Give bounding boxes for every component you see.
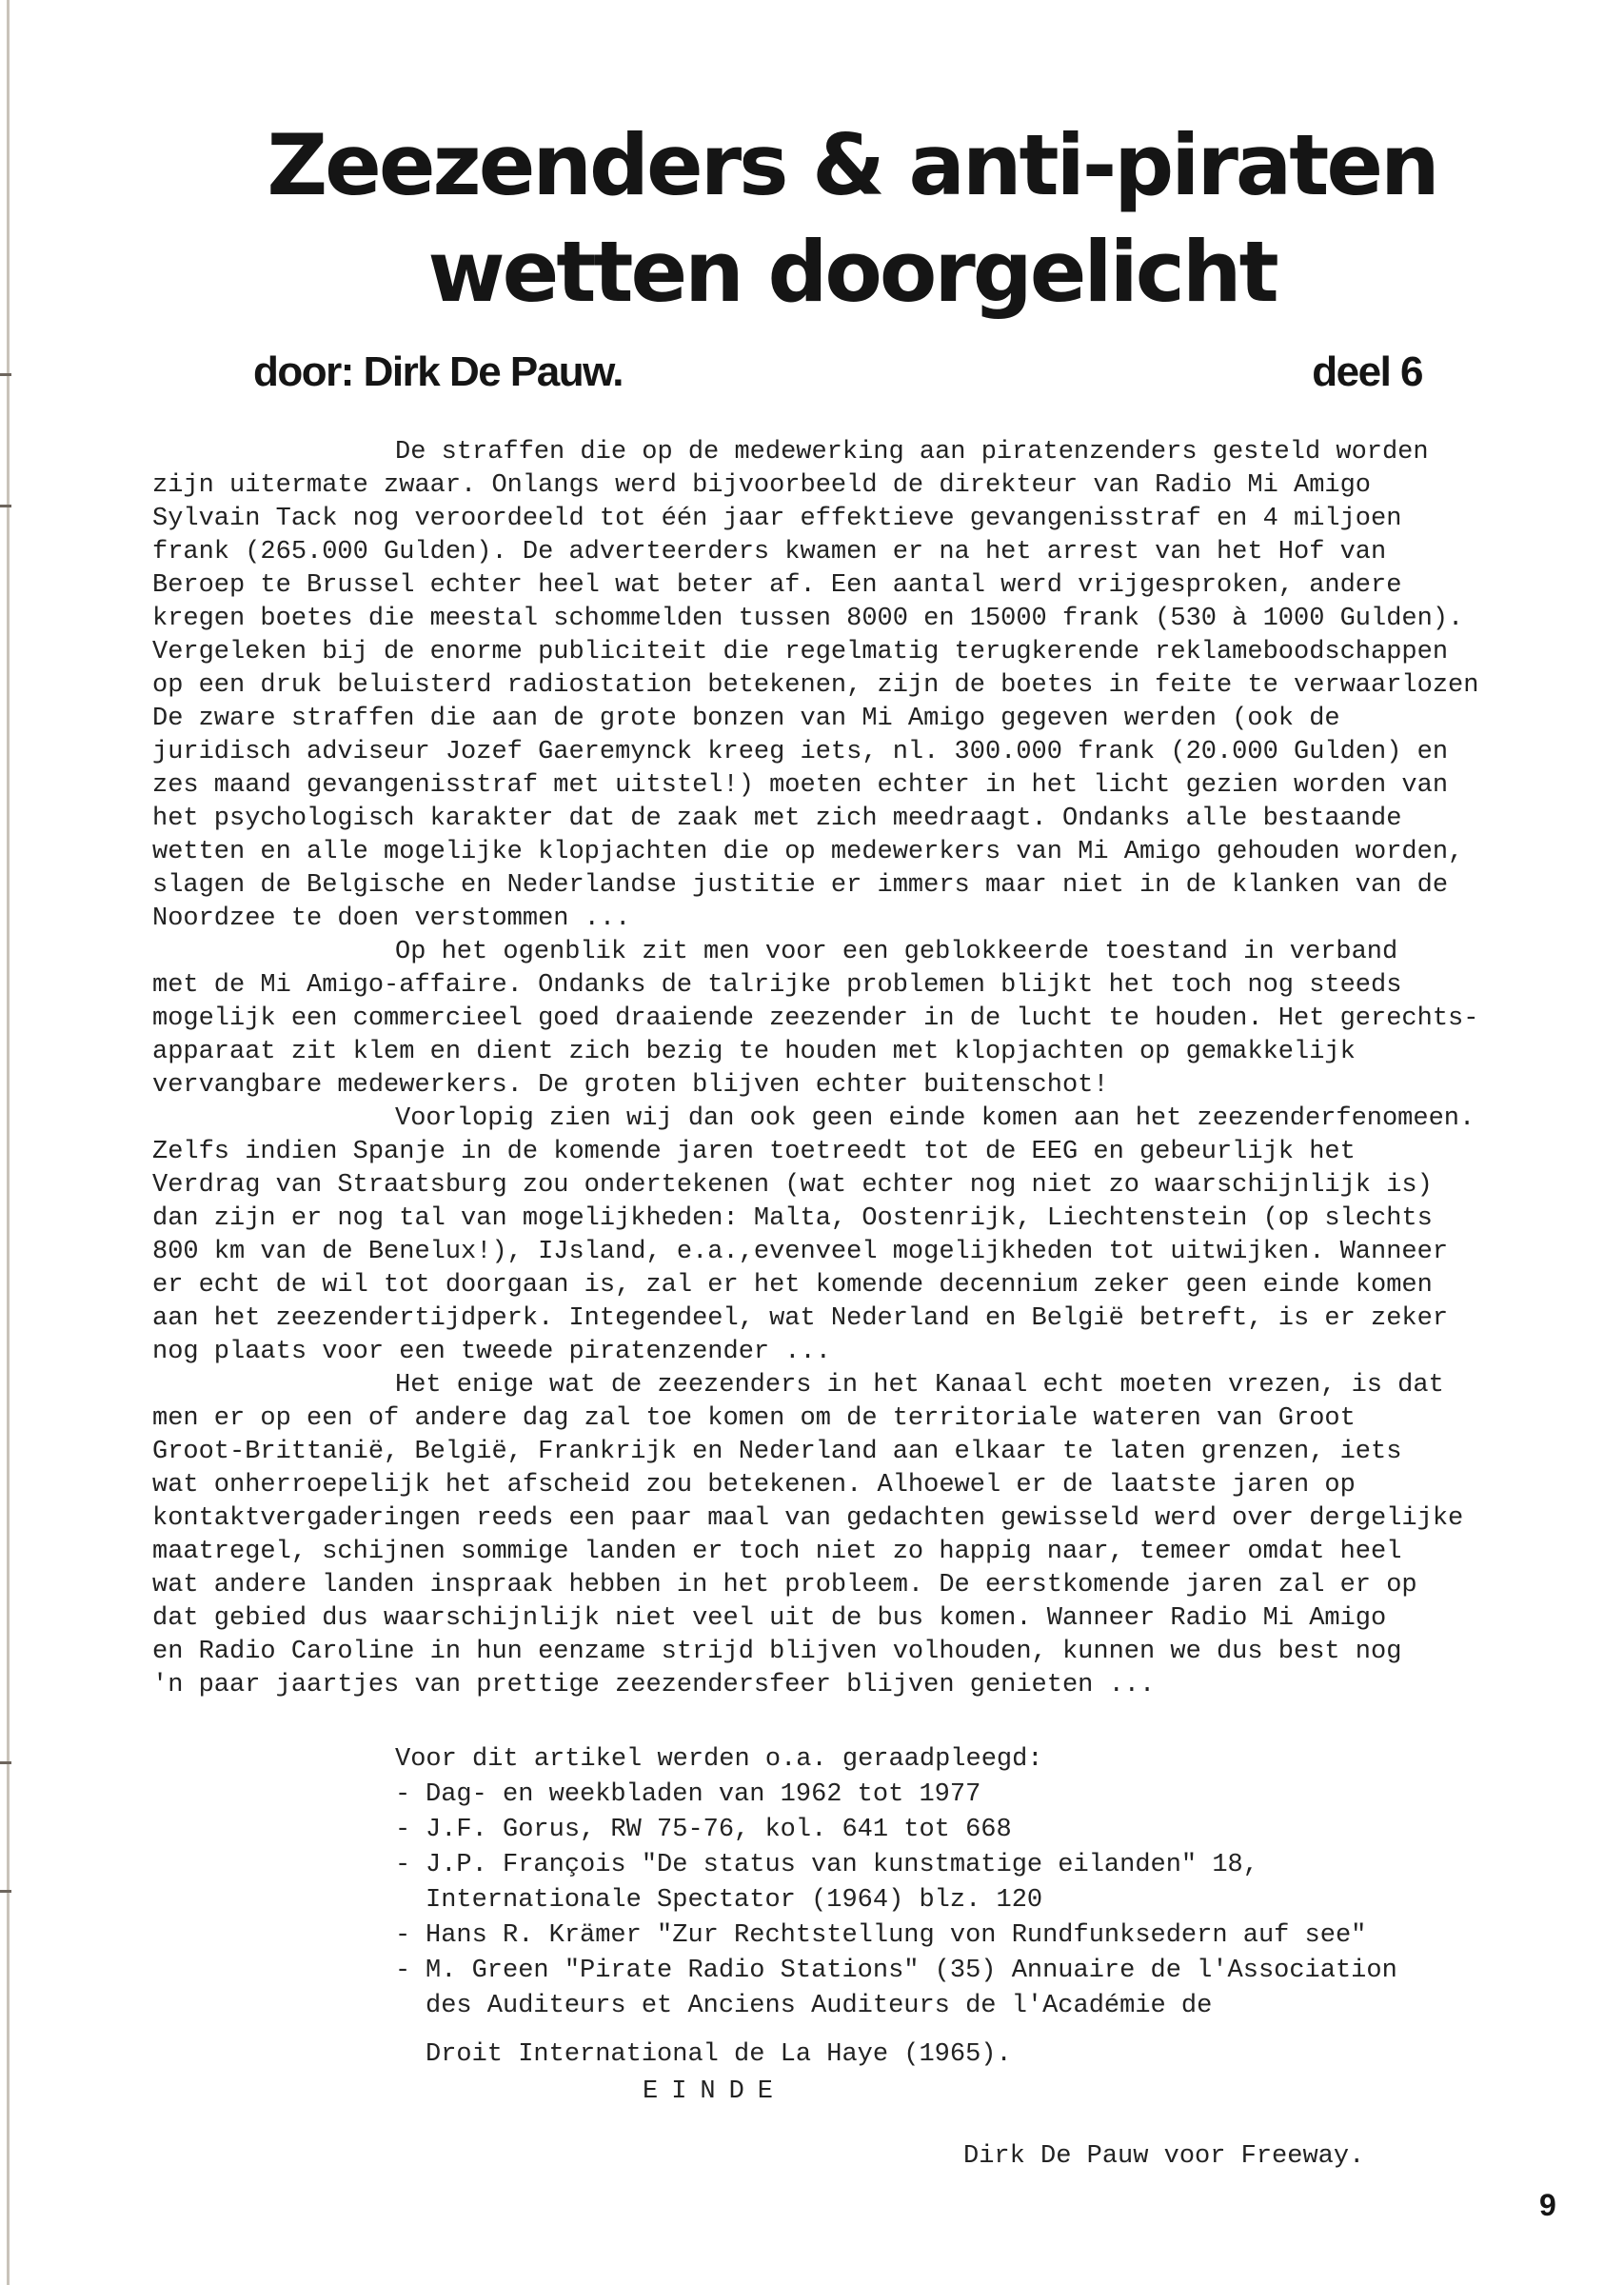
article-body — [152, 436, 1580, 1702]
article-line: Beroep te Brussel echter heel wat beter af. Een aantal werd vrijgesproken, andere — [152, 571, 1402, 600]
article-line: met de Mi Amigo-affaire. Ondanks de talrijke problemen blijkt het toch nog steeds — [152, 971, 1402, 1000]
end-mark: EINDE — [643, 2077, 787, 2106]
source-item — [395, 1954, 1537, 1989]
article-line: 800 km van de Benelux!), IJsland, e.a.,evenveel mogelijkheden tot uitwijken. Wanneer — [152, 1238, 1449, 1266]
staple-mark — [0, 1890, 11, 1893]
article-line: vervangbare medewerkers. De groten blijven echter buitenschot! — [152, 1071, 1109, 1100]
article-line: dat gebied dus waarschijnlijk niet veel uit de bus komen. Wanneer Radio Mi Amigo — [152, 1604, 1387, 1633]
page-number: 9 — [1539, 2188, 1556, 2222]
article-line: wat onherroepelijk het afscheid zou betekenen. Alhoewel er de laatste jaren op — [152, 1471, 1356, 1500]
source-text: J.F. Gorus, RW 75-76, kol. 641 tot 668 — [426, 1816, 1012, 1844]
source-continuation: Droit International de La Haye (1965). — [426, 2040, 1012, 2069]
source-item — [395, 1813, 1537, 1848]
article-line: juridisch adviseur Jozef Gaeremynck kreeg iets, nl. 300.000 frank (20.000 Gulden) en — [152, 738, 1449, 766]
article-title — [219, 112, 1485, 326]
article-line: De straffen die op de medewerking aan piratenzenders gesteld worden — [395, 438, 1429, 467]
article-line: Sylvain Tack nog veroordeeld tot één jaar effektieve gevangenisstraf en 4 miljoen — [152, 505, 1402, 533]
sources-section — [395, 1742, 1537, 2073]
article-line: wetten en alle mogelijke klopjachten die op medewerkers van Mi Amigo gehouden worden, — [152, 838, 1464, 866]
author-byline: door: Dirk De Pauw. — [253, 348, 623, 395]
article-line: het psychologisch karakter dat de zaak met zich meedraagt. Ondanks alle bestaande — [152, 805, 1402, 833]
article-line: nog plaats voor een tweede piratenzender ... — [152, 1338, 831, 1366]
part-label: deel 6 — [1312, 348, 1422, 395]
binding-edge — [7, 0, 10, 2285]
source-item — [395, 1989, 1537, 2024]
list-dash: - — [395, 1957, 411, 1985]
sources-list — [395, 1778, 1537, 2024]
title-line-1: Zeezenders & anti-piraten — [267, 116, 1437, 214]
source-text: Internationale Spectator (1964) blz. 120 — [426, 1886, 1043, 1915]
article-line: frank (265.000 Gulden). De adverteerders kwamen er na het arrest van het Hof van — [152, 538, 1387, 566]
list-dash: - — [395, 1921, 411, 1950]
source-item — [395, 1848, 1537, 1883]
staple-mark — [0, 373, 11, 376]
article-line: slagen de Belgische en Nederlandse justitie er immers maar niet in de klanken van de — [152, 871, 1449, 900]
sources-heading: Voor dit artikel werden o.a. geraadpleegd: — [395, 1745, 1043, 1774]
article-line: Zelfs indien Spanje in de komende jaren toetreedt tot de EEG en gebeurlijk het — [152, 1138, 1356, 1166]
article-line: Groot-Brittanië, België, Frankrijk en Nederland aan elkaar te laten grenzen, iets — [152, 1438, 1402, 1466]
article-line: er echt de wil tot doorgaan is, zal er het komende decennium zeker geen einde komen — [152, 1271, 1433, 1300]
source-text: Hans R. Krämer "Zur Rechtstellung von Rundfunksedern auf see" — [426, 1921, 1367, 1950]
article-line: Het enige wat de zeezenders in het Kanaal echt moeten vrezen, is dat — [395, 1371, 1444, 1400]
article-line: zes maand gevangenisstraf met uitstel!) moeten echter in het licht gezien worden van — [152, 771, 1449, 800]
staple-mark — [0, 505, 11, 507]
article-line: Op het ogenblik zit men voor een geblokkeerde toestand in verband — [395, 938, 1398, 966]
source-text: Dag- en weekbladen van 1962 tot 1977 — [426, 1780, 981, 1809]
source-text: J.P. François "De status van kunstmatige eilanden" 18, — [426, 1851, 1258, 1879]
article-line: Noordzee te doen verstommen ... — [152, 904, 631, 933]
article-line: op een druk beluisterd radiostation betekenen, zijn de boetes in feite te verwaarlozen — [152, 671, 1479, 700]
article-line: Voorlopig zien wij dan ook geen einde komen aan het zeezenderfenomeen. — [395, 1104, 1475, 1133]
article-line: zijn uitermate zwaar. Onlangs werd bijvoorbeeld de direkteur van Radio Mi Amigo — [152, 471, 1372, 500]
article-line: aan het zeezendertijdperk. Integendeel, wat Nederland en België betreft, is er zeker — [152, 1304, 1449, 1333]
source-text: des Auditeurs et Anciens Auditeurs de l'Académie de — [426, 1992, 1213, 2020]
article-line: 'n paar jaartjes van prettige zeezendersfeer blijven genieten ... — [152, 1671, 1156, 1699]
article-line: wat andere landen inspraak hebben in het probleem. De eerstkomende jaren zal er op — [152, 1571, 1417, 1600]
article-line: men er op een of andere dag zal toe komen om de territoriale wateren van Groot — [152, 1404, 1356, 1433]
title-line-2: wetten doorgelicht — [427, 223, 1277, 321]
source-item — [395, 1778, 1537, 1813]
article-line: mogelijk een commercieel goed draaiende zeezender in de lucht te houden. Het gerechts- — [152, 1004, 1479, 1033]
source-item — [395, 1883, 1537, 1918]
article-line: apparaat zit klem en dient zich bezig te houden met klopjachten op gemakkelijk — [152, 1038, 1356, 1066]
article-line: kregen boetes die meestal schommelden tussen 8000 en 15000 frank (530 à 1000 Gulden). — [152, 605, 1464, 633]
article-line: dan zijn er nog tal van mogelijkheden: Malta, Oostenrijk, Liechtenstein (op slechts — [152, 1204, 1433, 1233]
staple-mark — [0, 1761, 11, 1764]
source-item — [395, 1918, 1537, 1954]
article-line: De zware straffen die aan de grote bonzen van Mi Amigo gegeven werden (ook de — [152, 705, 1340, 733]
list-dash: - — [395, 1851, 411, 1879]
list-dash: - — [395, 1780, 411, 1809]
article-line: maatregel, schijnen sommige landen er toch niet zo happig naar, temeer omdat heel — [152, 1538, 1402, 1566]
article-line: en Radio Caroline in hun eenzame strijd blijven volhouden, kunnen we dus best nog — [152, 1638, 1402, 1666]
source-text: M. Green "Pirate Radio Stations" (35) Annuaire de l'Association — [426, 1957, 1397, 1985]
article-line: Vergeleken bij de enorme publiciteit die regelmatig terugkerende reklameboodschappen — [152, 638, 1449, 666]
signature: Dirk De Pauw voor Freeway. — [963, 2142, 1365, 2171]
list-dash: - — [395, 1816, 411, 1844]
article-line: Verdrag van Straatsburg zou ondertekenen (wat echter nog niet zo waarschijnlijk is) — [152, 1171, 1433, 1200]
article-line: kontaktvergaderingen reeds een paar maal van gedachten gewisseld werd over dergelijke — [152, 1504, 1464, 1533]
